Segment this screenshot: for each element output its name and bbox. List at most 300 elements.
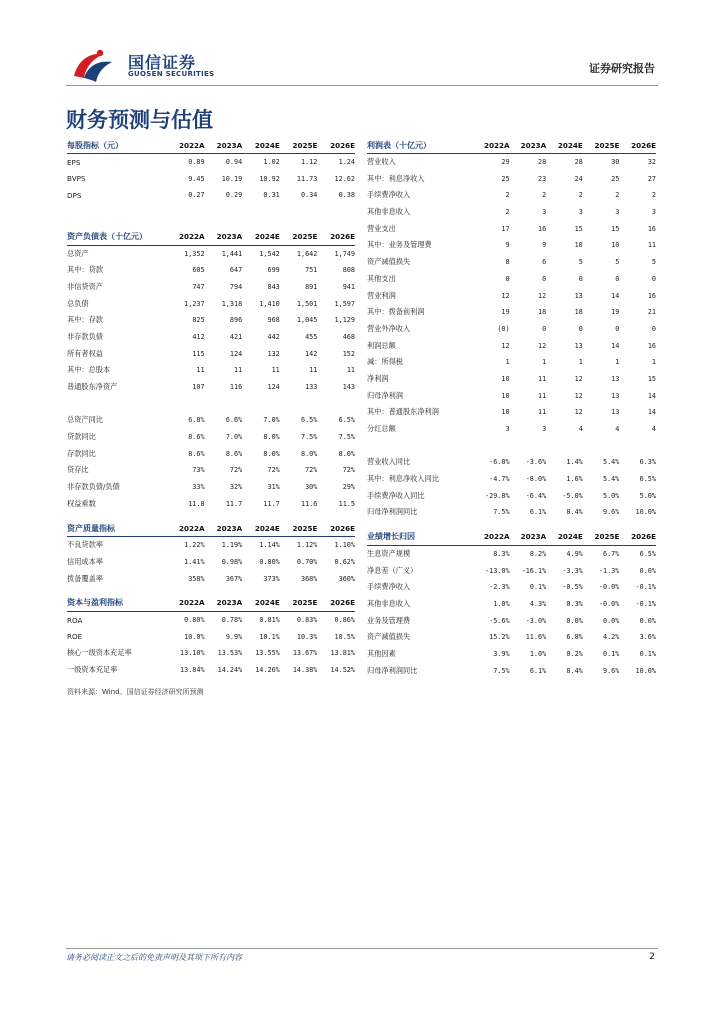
table-row — [67, 154, 355, 171]
row-label: 资产减值损失 — [367, 632, 411, 642]
cell-value: 0 — [615, 324, 620, 333]
cell-value: 18 — [574, 308, 583, 317]
table-row — [67, 295, 355, 312]
row-label: ROE — [67, 632, 83, 642]
cell-value: 19 — [611, 308, 620, 317]
cell-value: 5 — [615, 258, 620, 267]
cell-value: 124 — [267, 382, 280, 391]
cell-value: 25 — [501, 174, 510, 183]
table-row — [67, 537, 355, 554]
table-row — [67, 462, 355, 479]
cell-value: 1,597 — [334, 299, 355, 308]
table-row — [67, 645, 355, 662]
table-row — [367, 612, 656, 629]
table-row — [67, 187, 355, 204]
cell-value: 1.02 — [263, 158, 280, 167]
cell-value: 16 — [538, 224, 547, 233]
table-row — [67, 662, 355, 679]
cell-value: 9 — [542, 241, 547, 250]
year-column-header: 2025E — [280, 520, 318, 537]
cell-value: 1.10% — [334, 541, 355, 550]
cell-value: 0.78% — [221, 616, 243, 625]
cell-value: 1 — [615, 358, 620, 367]
year-column-header: 2025E — [280, 137, 318, 154]
right-tables — [367, 137, 656, 679]
cell-value: 133 — [305, 382, 318, 391]
section-gap — [367, 521, 656, 529]
cell-value: 30% — [305, 483, 318, 492]
cell-value: 29 — [501, 158, 510, 167]
year-column-header: 2024E — [242, 520, 280, 537]
cell-value: -6.0% — [489, 458, 510, 467]
cell-value: 412 — [192, 332, 205, 341]
cell-value: 0.34 — [301, 191, 318, 200]
cell-value: 6.5% — [301, 416, 318, 425]
row-label: 生息资产规模 — [367, 549, 411, 559]
cell-value: 4 — [651, 425, 656, 434]
row-label: 业务及管理费 — [367, 615, 411, 625]
cell-value: 6.5% — [639, 550, 656, 559]
cell-value: 10.0% — [635, 508, 656, 517]
cell-value: 5.4% — [603, 458, 620, 467]
year-column-header: 2024E — [242, 595, 280, 612]
year-column-header: 2026E — [317, 137, 355, 154]
year-column-header: 2025E — [280, 228, 318, 245]
cell-value: 0.0% — [603, 616, 620, 625]
table-row — [367, 371, 656, 388]
cell-value: 0.62% — [334, 557, 355, 566]
cell-value: 28 — [538, 158, 547, 167]
row-label: 贷款同比 — [67, 432, 96, 442]
table-header-row — [367, 137, 656, 154]
row-label: 其他因素 — [367, 648, 396, 658]
cell-value: -3.0% — [525, 616, 547, 625]
row-label: 普通股东净资产 — [67, 381, 118, 391]
cell-value: 941 — [342, 282, 355, 291]
cell-value: 72% — [229, 466, 243, 475]
cell-value: 14.52% — [330, 665, 355, 674]
cell-value — [317, 204, 355, 221]
cell-value: -0.1% — [635, 583, 656, 592]
row-label: 一级资本充足率 — [67, 664, 118, 674]
cell-value: 30 — [611, 158, 620, 167]
cell-value — [205, 204, 243, 221]
cell-value: 11 — [538, 391, 547, 400]
cell-value: 6.8% — [566, 633, 583, 642]
cell-value: 10.0% — [184, 632, 205, 641]
cell-value: 11.8 — [188, 499, 205, 508]
cell-value: 10 — [501, 408, 510, 417]
table-header-row — [67, 595, 355, 612]
row-label: 其中：利息净收入同比 — [367, 474, 439, 484]
cell-value: 358% — [188, 574, 205, 583]
cell-value: 12 — [501, 341, 510, 350]
table-row — [367, 387, 656, 404]
cell-value: 1.22% — [184, 541, 205, 550]
year-column-header: 2023A — [205, 595, 243, 612]
page-title: 财务预测与估值 — [66, 108, 213, 132]
year-column-header: 2025E — [583, 137, 620, 154]
table-row — [367, 404, 656, 421]
cell-value: -3.3% — [562, 566, 583, 575]
cell-value: 12 — [538, 341, 547, 350]
row-label: 所有者权益 — [67, 348, 103, 358]
cell-value: 605 — [192, 266, 205, 275]
table-row — [367, 487, 656, 504]
cell-value: 6.1% — [529, 666, 547, 675]
table-row — [367, 337, 656, 354]
cell-value: 3 — [505, 425, 510, 434]
cell-value: 10 — [501, 374, 510, 383]
table-row — [67, 612, 355, 629]
cell-value — [280, 204, 318, 221]
cell-value: 10.1% — [259, 632, 280, 641]
cell-value: 11 — [538, 408, 547, 417]
cell-value: 2 — [578, 191, 583, 200]
cell-value: 73% — [192, 466, 205, 475]
cell-value: 1,045 — [296, 316, 318, 325]
cell-value: 18 — [538, 308, 547, 317]
table-row — [367, 629, 656, 646]
cell-value: 8.0% — [263, 433, 280, 442]
table-row — [67, 312, 355, 329]
section-gap — [67, 220, 355, 228]
table-section-title: 每股指标（元） — [67, 137, 167, 154]
cell-value — [167, 204, 205, 221]
header-divider — [66, 85, 658, 86]
cell-value: 8.6% — [188, 449, 205, 458]
row-label: 其他非息收入 — [367, 598, 411, 608]
cell-value: 1.19% — [221, 541, 243, 550]
cell-value: 3.9% — [493, 649, 510, 658]
cell-value: 5.0% — [639, 491, 656, 500]
cell-value: 6.7% — [603, 550, 620, 559]
cell-value: 0.89 — [188, 158, 205, 167]
cell-value: 808 — [342, 266, 355, 275]
cell-value: 0.0% — [639, 566, 656, 575]
cell-value: 72% — [267, 466, 280, 475]
cell-value: 107 — [192, 382, 205, 391]
cell-value: 0.98% — [221, 557, 243, 566]
cell-value: 1.41% — [184, 557, 205, 566]
page-header — [0, 0, 724, 90]
cell-value: 13.81% — [330, 649, 355, 658]
cell-value: 12 — [538, 291, 547, 300]
cell-value: 13.55% — [255, 649, 280, 658]
cell-value: 5 — [651, 258, 656, 267]
cell-value: 1,441 — [221, 249, 243, 258]
cell-value: 3 — [542, 208, 547, 217]
year-column-header: 2022A — [473, 529, 510, 546]
table-header-row — [67, 137, 355, 154]
logo-chinese-name: 国信证券 — [128, 53, 197, 72]
row-label — [67, 204, 167, 221]
left-tables — [67, 137, 355, 678]
cell-value: 10.92 — [259, 174, 280, 183]
cell-value: 1.4% — [566, 458, 583, 467]
cell-value: 10.3% — [296, 632, 318, 641]
table-section-title: 利润表（十亿元） — [367, 137, 473, 154]
cell-value: 1 — [578, 358, 583, 367]
table-row — [67, 379, 355, 396]
cell-value: 4.9% — [566, 550, 583, 559]
cell-value: 1.14% — [259, 541, 280, 550]
table-row — [67, 628, 355, 645]
row-label: 不良贷款率 — [67, 540, 103, 550]
row-label: 手续费净收入 — [367, 582, 411, 592]
cell-value: 794 — [229, 282, 243, 291]
table-row — [367, 254, 656, 271]
cell-value: 16 — [647, 341, 656, 350]
table-row — [67, 279, 355, 296]
cell-value: 5 — [578, 258, 583, 267]
cell-value: -13.0% — [485, 566, 510, 575]
cell-value: 6.1% — [529, 508, 547, 517]
cell-value: 10.19 — [221, 174, 243, 183]
cell-value: 747 — [192, 282, 205, 291]
year-column-header: 2022A — [167, 520, 205, 537]
table-section-title: 资产质量指标 — [67, 520, 167, 537]
row-label: 净息差（广义） — [367, 565, 418, 575]
cell-value: 2 — [615, 191, 620, 200]
cell-value: 16 — [647, 224, 656, 233]
cell-value: 4 — [615, 425, 620, 434]
cell-value: 4.2% — [603, 633, 620, 642]
cell-value: 8 — [505, 258, 510, 267]
table-row — [67, 362, 355, 379]
cell-value: 13 — [574, 291, 583, 300]
financial-table — [367, 529, 656, 679]
cell-value: 0.70% — [296, 557, 318, 566]
cell-value: 7.0% — [225, 433, 243, 442]
cell-value — [242, 204, 280, 221]
cell-value: 12 — [501, 291, 510, 300]
row-label: 非信贷资产 — [67, 281, 103, 291]
cell-value: 7.5% — [493, 508, 510, 517]
cell-value: 11.7 — [225, 499, 243, 508]
logo-english-name: GUOSEN SECURITIES — [128, 70, 215, 78]
row-label: 手续费净收入同比 — [367, 490, 425, 500]
cell-value: 11.5 — [338, 499, 355, 508]
cell-value: 13.53% — [217, 649, 243, 658]
table-row — [367, 471, 656, 488]
row-label: 其中：业务及管理费 — [367, 240, 432, 250]
cell-value: 0 — [651, 274, 656, 283]
year-column-header: 2026E — [317, 228, 355, 245]
cell-value: -6.4% — [525, 491, 547, 500]
row-label: 营业支出 — [367, 223, 396, 233]
cell-value: 13 — [611, 391, 620, 400]
cell-value: 0.81% — [259, 616, 280, 625]
table-row — [367, 562, 656, 579]
cell-value: 0.27 — [188, 191, 205, 200]
cell-value: 421 — [229, 332, 243, 341]
cell-value: 0.31 — [263, 191, 280, 200]
cell-value: 6.5% — [338, 416, 355, 425]
cell-value — [583, 437, 620, 454]
cell-value: 4.3% — [529, 599, 547, 608]
row-label: 利润总额 — [367, 340, 396, 350]
row-label: EPS — [67, 157, 81, 167]
row-label: 信用成本率 — [67, 556, 103, 566]
row-label: ROA — [67, 615, 83, 625]
cell-value: 0.80% — [259, 557, 280, 566]
cell-value: 10.0% — [635, 666, 656, 675]
row-label: 分红总额 — [367, 424, 396, 434]
cell-value: 9.6% — [603, 508, 620, 517]
year-column-header: 2023A — [205, 520, 243, 537]
cell-value: -29.8% — [485, 491, 510, 500]
cell-value: 0 — [651, 324, 656, 333]
cell-value: 6.6% — [225, 416, 243, 425]
cell-value: 14.38% — [292, 665, 318, 674]
table-row — [367, 646, 656, 663]
cell-value: 0.2% — [566, 649, 583, 658]
cell-value: 16 — [647, 291, 656, 300]
cell-value: 10.5% — [334, 632, 355, 641]
cell-value: 24 — [574, 174, 583, 183]
cell-value: 9.6% — [603, 666, 620, 675]
cell-value: 0 — [542, 274, 547, 283]
row-label — [367, 437, 473, 454]
cell-value: 7.5% — [338, 433, 355, 442]
cell-value: 8.4% — [566, 666, 583, 675]
row-label: 总负债 — [67, 298, 89, 308]
cell-value: 12 — [574, 408, 583, 417]
cell-value: 8.6% — [188, 433, 205, 442]
cell-value — [510, 437, 547, 454]
year-column-header: 2026E — [619, 529, 656, 546]
report-type-label: 证券研究报告 — [589, 62, 655, 75]
cell-value: 9 — [505, 241, 510, 250]
year-column-header: 2024E — [546, 529, 583, 546]
row-label: 资产减值损失 — [367, 257, 411, 267]
table-row — [367, 321, 656, 338]
cell-value: 2 — [505, 208, 510, 217]
cell-value: 468 — [342, 332, 355, 341]
cell-value: 14 — [647, 408, 656, 417]
cell-value: 8.3% — [493, 550, 510, 559]
cell-value: 0.0% — [566, 616, 583, 625]
cell-value — [242, 395, 280, 412]
cell-value: 11 — [346, 366, 355, 375]
year-column-header: 2026E — [317, 520, 355, 537]
section-gap — [67, 512, 355, 520]
table-row — [367, 304, 656, 321]
cell-value: 0 — [505, 274, 510, 283]
cell-value: 0.1% — [603, 649, 620, 658]
cell-value: 6.5% — [639, 475, 656, 484]
cell-value: 15 — [647, 374, 656, 383]
cell-value: 28 — [574, 158, 583, 167]
table-section-title: 资本与盈利指标 — [67, 595, 167, 612]
year-column-header: 2023A — [205, 137, 243, 154]
year-column-header: 2024E — [242, 228, 280, 245]
table-row — [67, 170, 355, 187]
cell-value: 13.67% — [292, 649, 318, 658]
row-label: 营业收入 — [367, 157, 396, 167]
cell-value: 0.83% — [296, 616, 318, 625]
cell-value: 0 — [615, 274, 620, 283]
cell-value: (0) — [497, 324, 510, 333]
year-column-header: 2023A — [205, 228, 243, 245]
table-header-row — [367, 529, 656, 546]
cell-value: 25 — [611, 174, 620, 183]
cell-value: -0.0% — [598, 583, 620, 592]
cell-value: 2 — [542, 191, 547, 200]
cell-value: 891 — [305, 282, 318, 291]
cell-value: 14 — [647, 391, 656, 400]
cell-value: 13 — [574, 341, 583, 350]
financial-table — [67, 137, 355, 220]
year-column-header: 2025E — [280, 595, 318, 612]
cell-value: 8.0% — [263, 449, 280, 458]
cell-value: 5.0% — [603, 491, 620, 500]
row-label: 手续费净收入 — [367, 190, 411, 200]
table-row — [367, 287, 656, 304]
row-label: 归母净利润同比 — [367, 665, 418, 675]
cell-value: 32% — [229, 483, 243, 492]
cell-value: 12 — [574, 391, 583, 400]
row-label: 非存款负债 — [67, 331, 103, 341]
cell-value: 4 — [578, 425, 583, 434]
year-column-header: 2023A — [510, 137, 547, 154]
cell-value: -4.7% — [489, 475, 510, 484]
financial-table — [367, 137, 656, 521]
cell-value: 32 — [647, 158, 656, 167]
cell-value: 455 — [305, 332, 318, 341]
row-label: 拨备覆盖率 — [67, 573, 103, 583]
row-label: 减：所得税 — [367, 357, 403, 367]
cell-value: -0.5% — [562, 583, 583, 592]
cell-value: 142 — [305, 349, 318, 358]
cell-value: 132 — [267, 349, 280, 358]
cell-value: 29% — [342, 483, 355, 492]
cell-value: 751 — [305, 266, 318, 275]
cell-value: 3 — [651, 208, 656, 217]
cell-value: 27 — [647, 174, 656, 183]
cell-value: 0.1% — [639, 649, 656, 658]
table-section-title: 资产负债表（十亿元） — [67, 228, 167, 245]
cell-value: 3 — [578, 208, 583, 217]
cell-value: 11 — [309, 366, 318, 375]
table-row — [367, 354, 656, 371]
cell-value: 11 — [271, 366, 280, 375]
cell-value: 11.6 — [301, 499, 318, 508]
table-row — [367, 504, 656, 521]
table-row — [367, 662, 656, 679]
row-label: 归母净利润同比 — [367, 507, 418, 517]
cell-value: -5.6% — [489, 616, 510, 625]
cell-value: 13.10% — [180, 649, 205, 658]
cell-value: 9.9% — [225, 632, 243, 641]
cell-value: -5.0% — [562, 491, 583, 500]
year-column-header: 2022A — [167, 228, 205, 245]
table-header-row — [67, 228, 355, 245]
table-row — [367, 421, 656, 438]
cell-value: 8.6% — [225, 449, 243, 458]
cell-value: 13 — [611, 408, 620, 417]
data-source-note: 资料来源：Wind、国信证券经济研究所预测 — [67, 688, 204, 696]
cell-value: -0.0% — [598, 599, 620, 608]
cell-value: 11 — [647, 241, 656, 250]
financial-table — [67, 228, 355, 512]
cell-value: 1.12 — [301, 158, 318, 167]
row-label: 其中：贷款 — [67, 265, 103, 275]
row-label: 营业外净收入 — [367, 323, 411, 333]
cell-value: 14.24% — [217, 665, 243, 674]
cell-value: 15 — [574, 224, 583, 233]
